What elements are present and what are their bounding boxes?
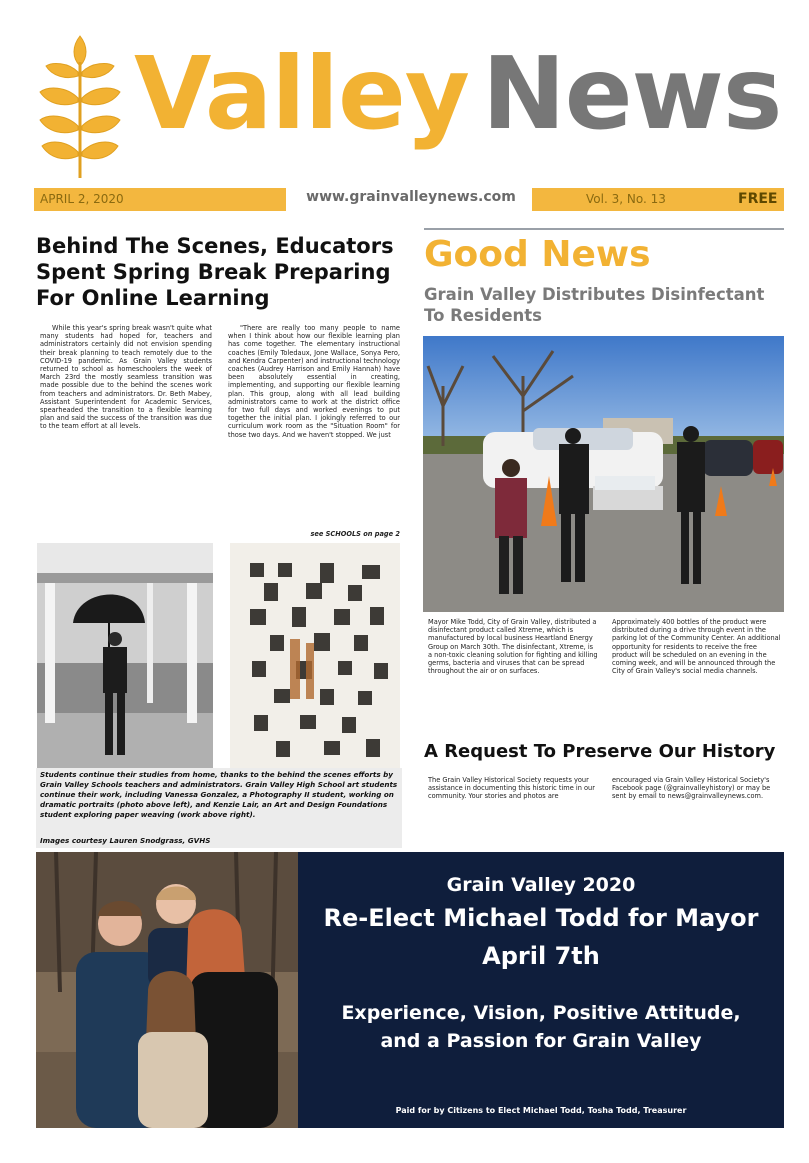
paper-weaving-photo xyxy=(230,543,400,769)
feature-body-column-1: While this year's spring break wasn't quite what many students had hoped for, teachers and administrators certainly did not envision spending their break planning to teach remotely due to the COVID-19 pandemic. As Grain Valley students returned to school as homeschoolers the week of March 23rd the mostly seamless transition was made possible due to the behind the scenes work from teachers and administrators. Dr. Beth Mabey, Assistant Superintendent for Academic Services, spearheaded the transition to a flexible learning plan and said the success of the transition was due to the team effort at all levels. xyxy=(40,324,212,431)
history-headline: A Request To Preserve Our History xyxy=(424,741,776,762)
good-news-body-column-1: Mayor Mike Todd, City of Grain Valley, distributed a disinfectant product called Xtreme, which is manufactured by local business Heartland Energy Group on March 30th. The disinfectant, Xtreme, is a non-toxic cleaning solution for fighting and killing germs, bacteria and viruses that can be spread throughout the air or on surfaces. xyxy=(428,618,598,676)
ad-election-date: April 7th xyxy=(482,942,600,970)
family-photo xyxy=(36,852,298,1128)
photo-caption: Students continue their studies from home, thanks to the behind the scenes efforts by Grain Valley Schools teachers and administrators. Grain Valley High School art students continue their work, including Vanessa Gonzalez, a Photography II student, working on dramatic portraits (photo above left), and Kenzie Lair, an Art and Design Foundations student exploring paper weaving (work above right). xyxy=(40,770,398,819)
history-body-column-1: The Grain Valley Historical Society requests your assistance in documenting this historic time in our community. Your stories and photos are xyxy=(428,776,595,801)
ad-heading: Grain Valley 2020 xyxy=(446,874,636,896)
price-label: FREE xyxy=(738,191,778,207)
website-link[interactable]: www.grainvalleynews.com xyxy=(306,189,516,205)
feature-body-column-2: "There are really too many people to name when I think about how our flexible learning plan has come together. The elementary instructional coaches (Emily Toledaux, Jone Wallace, Sonya Pero, and Kendra Carpenter) and instructional technology coaches (Audrey Harrison and Emily Hannah) have been absolutely essential in creating, implementing, and supporting our flexible learning plan. This group, along with all lead building administrators came to work at the district office for two full days and worked evenings to put together the initial plan. I jokingly referred to our curriculum work room as the "Situation Room" for those two days. And we haven't stopped. We just xyxy=(228,324,400,439)
disinfectant-distribution-photo xyxy=(423,336,784,612)
wheat-logo-icon xyxy=(34,32,126,180)
feature-headline: Behind The Scenes, Educators Spent Spring Break Preparing For Online Learning xyxy=(36,234,394,310)
good-news-body-column-2: Approximately 400 bottles of the product were distributed during a drive through event in the parking lot of the Community Center. An additional opportunity for residents to receive the free product will be scheduled on an evening in the coming week, and will be announced through the City of Grain Valley's social media channels. xyxy=(612,618,781,676)
good-news-section-title: Good News xyxy=(424,234,651,275)
ad-main-slogan: Re-Elect Michael Todd for Mayor xyxy=(323,904,759,932)
ad-tagline-2: and a Passion for Grain Valley xyxy=(380,1030,702,1052)
masthead-title-news: News xyxy=(482,35,782,152)
student-umbrella-photo xyxy=(37,543,213,769)
section-rule xyxy=(424,228,784,230)
history-body-column-2: encouraged via Grain Valley Historical Society's Facebook page (@grainvalleyhistory) or may be sent by email to news@grainvalleynews.com. xyxy=(612,776,771,801)
continued-jump-line: see SCHOOLS on page 2 xyxy=(310,530,400,538)
masthead-title-valley: Valley xyxy=(134,35,469,152)
issue-date: APRIL 2, 2020 xyxy=(40,192,124,206)
ad-disclaimer: Paid for by Citizens to Elect Michael Todd, Tosha Todd, Treasurer xyxy=(395,1106,687,1115)
good-news-headline: Grain Valley Distributes Disinfectant To Residents xyxy=(424,285,765,325)
ad-tagline-1: Experience, Vision, Positive Attitude, xyxy=(341,1002,741,1024)
photo-credit: Images courtesy Lauren Snodgrass, GVHS xyxy=(40,836,211,845)
issue-number: Vol. 3, No. 13 xyxy=(586,192,666,206)
